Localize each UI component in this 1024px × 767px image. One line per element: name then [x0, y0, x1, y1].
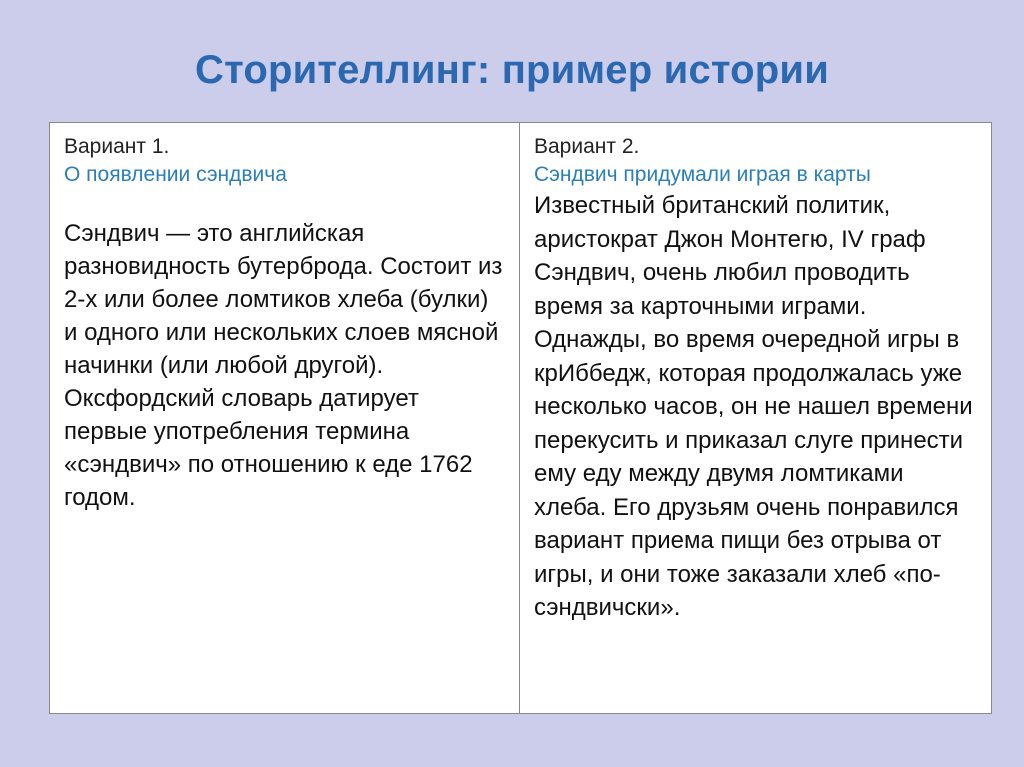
variant-1-text: Сэндвич — это английская разновидность бутерброда. Состоит из 2-х или более ломтиков хлеба (булки) и одного или нескольких слоев мясной начинки (или любой другой). Оксфордский словарь датирует первые употребления термина «сэндвич» по отношению к еде 1762 годом.	[64, 220, 503, 511]
variant-2-subtitle: Сэндвич придумали играя в карты	[534, 163, 871, 186]
comparison-table	[49, 122, 992, 714]
variant-2-column	[520, 123, 991, 713]
variant-1-subtitle: О появлении сэндвича	[64, 163, 287, 186]
variant-1-spacer	[64, 189, 505, 217]
variant-2-label: Вариант 2.	[534, 135, 640, 158]
variant-1-label: Вариант 1.	[64, 135, 170, 158]
variant-1-column	[50, 123, 520, 713]
slide-title: Сторителлинг: пример истории	[194, 48, 830, 92]
variant-2-text: Известный британский политик, аристократ Джон Монтегю, IV граф Сэндвич, очень любил проводить время за карточными играми. Однажды, во время очередной игры в крИббедж, которая продолжалась уже несколько часов, он не нашел времени перекусить и приказал слуге принести ему еду между двумя ломтиками хлеба. Его друзьям очень понравился вариант приема пищи без отрыва от игры, и они тоже заказали хлеб «по-сэндвичски».	[534, 192, 973, 621]
